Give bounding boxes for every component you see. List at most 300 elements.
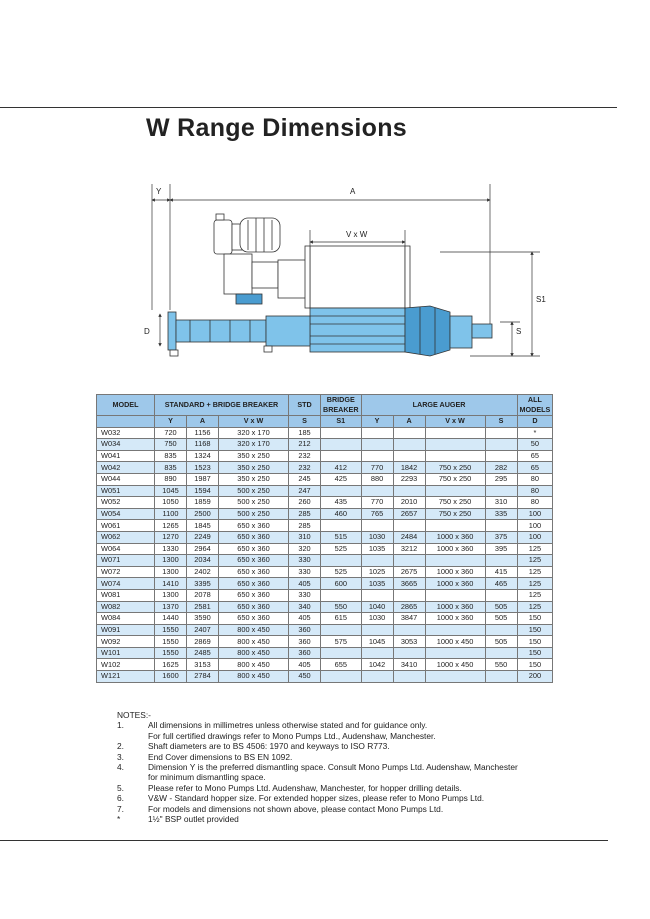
model-cell: W072: [97, 566, 155, 578]
value-cell: 247: [289, 485, 321, 497]
value-cell: 800 x 450: [219, 636, 289, 648]
value-cell: 150: [517, 659, 553, 671]
model-cell: W071: [97, 555, 155, 567]
value-cell: [393, 589, 425, 601]
value-cell: 2402: [187, 566, 219, 578]
hopper: [305, 246, 410, 352]
note-item: [117, 804, 548, 814]
table-row: [97, 601, 553, 613]
value-cell: 80: [517, 473, 553, 485]
value-cell: 800 x 450: [219, 659, 289, 671]
table-row: [97, 427, 553, 439]
value-cell: 465: [485, 578, 517, 590]
value-cell: 2500: [187, 508, 219, 520]
value-cell: [425, 485, 485, 497]
value-cell: 125: [517, 566, 553, 578]
model-cell: W091: [97, 624, 155, 636]
value-cell: 1000 x 360: [425, 531, 485, 543]
value-cell: [321, 647, 362, 659]
note-item: [117, 783, 548, 793]
table-row: [97, 578, 553, 590]
value-cell: 395: [485, 543, 517, 555]
value-cell: [361, 589, 393, 601]
value-cell: [485, 485, 517, 497]
value-cell: 550: [485, 659, 517, 671]
model-cell: W052: [97, 497, 155, 509]
model-cell: W054: [97, 508, 155, 520]
value-cell: 405: [289, 659, 321, 671]
value-cell: 2657: [393, 508, 425, 520]
value-cell: [393, 671, 425, 683]
subheader-a: A: [187, 416, 219, 428]
dimensions-table: [96, 394, 553, 683]
value-cell: 80: [517, 497, 553, 509]
table-row: [97, 624, 553, 636]
model-cell: W051: [97, 485, 155, 497]
value-cell: [361, 427, 393, 439]
value-cell: 100: [517, 520, 553, 532]
subheader-auger-a: A: [393, 416, 425, 428]
table-sub-header-row: [97, 416, 553, 428]
model-cell: W081: [97, 589, 155, 601]
value-cell: 505: [485, 636, 517, 648]
label-vxw: V x W: [346, 230, 368, 239]
value-cell: [393, 624, 425, 636]
value-cell: [393, 439, 425, 451]
label-a: A: [350, 187, 356, 196]
value-cell: 1550: [155, 636, 187, 648]
value-cell: 310: [289, 531, 321, 543]
value-cell: 1265: [155, 520, 187, 532]
value-cell: 835: [155, 450, 187, 462]
value-cell: [321, 439, 362, 451]
header-large-auger: LARGE AUGER: [361, 395, 517, 416]
model-cell: W101: [97, 647, 155, 659]
value-cell: 650 x 360: [219, 555, 289, 567]
value-cell: 2010: [393, 497, 425, 509]
value-cell: 1042: [361, 659, 393, 671]
value-cell: 150: [517, 613, 553, 625]
value-cell: 615: [321, 613, 362, 625]
note-text: Shaft diameters are to BS 4506: 1970 and keyways to ISO R773.: [148, 741, 390, 752]
value-cell: 770: [361, 497, 393, 509]
subheader-auger-vxw: V x W: [425, 416, 485, 428]
value-cell: [361, 485, 393, 497]
value-cell: 770: [361, 462, 393, 474]
value-cell: 515: [321, 531, 362, 543]
value-cell: 1025: [361, 566, 393, 578]
value-cell: [321, 485, 362, 497]
model-cell: W041: [97, 450, 155, 462]
value-cell: [393, 427, 425, 439]
value-cell: 1030: [361, 613, 393, 625]
value-cell: 65: [517, 462, 553, 474]
value-cell: [425, 589, 485, 601]
value-cell: [321, 589, 362, 601]
note-number: 1.: [117, 720, 124, 731]
subheader-y: Y: [155, 416, 187, 428]
value-cell: 1000 x 360: [425, 566, 485, 578]
value-cell: [321, 520, 362, 532]
value-cell: 2675: [393, 566, 425, 578]
note-text: for minimum dismantling space.: [148, 772, 266, 783]
value-cell: 1410: [155, 578, 187, 590]
value-cell: 1045: [155, 485, 187, 497]
value-cell: 335: [485, 508, 517, 520]
table-row: [97, 439, 553, 451]
note-item: [117, 720, 548, 730]
value-cell: 1156: [187, 427, 219, 439]
subheader-auger-s: S: [485, 416, 517, 428]
note-item: [117, 731, 548, 741]
value-cell: 765: [361, 508, 393, 520]
value-cell: 150: [517, 636, 553, 648]
value-cell: 3847: [393, 613, 425, 625]
value-cell: 1000 x 360: [425, 613, 485, 625]
value-cell: [361, 450, 393, 462]
value-cell: 1550: [155, 647, 187, 659]
value-cell: 1625: [155, 659, 187, 671]
note-text: Please refer to Mono Pumps Ltd. Audenshaw, Manchester, for hopper drilling details.: [148, 782, 462, 793]
value-cell: 350 x 250: [219, 473, 289, 485]
note-text: All dimensions in millimetres unless otherwise stated and for guidance only.: [148, 720, 428, 731]
value-cell: 1050: [155, 497, 187, 509]
value-cell: [485, 427, 517, 439]
table-row: [97, 671, 553, 683]
value-cell: 550: [321, 601, 362, 613]
value-cell: 835: [155, 462, 187, 474]
value-cell: *: [517, 427, 553, 439]
value-cell: 1300: [155, 555, 187, 567]
value-cell: 1035: [361, 543, 393, 555]
value-cell: [361, 439, 393, 451]
value-cell: 3395: [187, 578, 219, 590]
value-cell: 125: [517, 589, 553, 601]
note-number: 5.: [117, 782, 124, 793]
value-cell: 525: [321, 543, 362, 555]
table-row: [97, 497, 553, 509]
table-row: [97, 555, 553, 567]
value-cell: [425, 520, 485, 532]
value-cell: [425, 647, 485, 659]
value-cell: 500 x 250: [219, 497, 289, 509]
note-item: [117, 793, 548, 803]
value-cell: 150: [517, 647, 553, 659]
subheader-s1: S1: [321, 416, 362, 428]
value-cell: [393, 450, 425, 462]
value-cell: 260: [289, 497, 321, 509]
value-cell: 1370: [155, 601, 187, 613]
model-cell: W034: [97, 439, 155, 451]
note-number: 4.: [117, 762, 124, 773]
table-row: [97, 508, 553, 520]
value-cell: 330: [289, 566, 321, 578]
value-cell: 650 x 360: [219, 543, 289, 555]
value-cell: 650 x 360: [219, 520, 289, 532]
value-cell: 720: [155, 427, 187, 439]
header-std: STD: [289, 395, 321, 416]
value-cell: 1100: [155, 508, 187, 520]
value-cell: 500 x 250: [219, 485, 289, 497]
value-cell: 125: [517, 578, 553, 590]
model-cell: W082: [97, 601, 155, 613]
value-cell: 505: [485, 601, 517, 613]
table-row: [97, 589, 553, 601]
value-cell: 1330: [155, 543, 187, 555]
value-cell: 2407: [187, 624, 219, 636]
value-cell: [361, 555, 393, 567]
note-text: V&W - Standard hopper size. For extended hopper sizes, please refer to Mono Pumps Ltd.: [148, 793, 485, 804]
value-cell: 200: [517, 671, 553, 683]
value-cell: 350 x 250: [219, 462, 289, 474]
value-cell: [321, 427, 362, 439]
label-s: S: [516, 327, 522, 336]
note-text: Dimension Y is the preferred dismantling space. Consult Mono Pumps Ltd. Audenshaw, Manchester: [148, 762, 518, 773]
value-cell: 1842: [393, 462, 425, 474]
note-number: [117, 731, 148, 741]
value-cell: 2869: [187, 636, 219, 648]
value-cell: 360: [289, 624, 321, 636]
value-cell: [485, 589, 517, 601]
model-cell: W064: [97, 543, 155, 555]
pump-dimension-drawing: [140, 180, 550, 370]
header-bridge-breaker: BRIDGE BREAKER: [321, 395, 362, 416]
value-cell: 650 x 360: [219, 601, 289, 613]
model-cell: W042: [97, 462, 155, 474]
value-cell: [485, 647, 517, 659]
value-cell: 1300: [155, 589, 187, 601]
value-cell: 750 x 250: [425, 508, 485, 520]
table-row: [97, 473, 553, 485]
value-cell: [485, 671, 517, 683]
value-cell: [425, 555, 485, 567]
table-row: [97, 531, 553, 543]
value-cell: 65: [517, 450, 553, 462]
table-row: [97, 543, 553, 555]
value-cell: 310: [485, 497, 517, 509]
value-cell: [321, 671, 362, 683]
value-cell: 125: [517, 601, 553, 613]
value-cell: 320 x 170: [219, 439, 289, 451]
value-cell: [393, 520, 425, 532]
value-cell: 1000 x 360: [425, 543, 485, 555]
table-group-header-row: [97, 395, 553, 416]
value-cell: 1987: [187, 473, 219, 485]
subheader-s: S: [289, 416, 321, 428]
model-cell: W102: [97, 659, 155, 671]
subheader-blank: [97, 416, 155, 428]
note-text: 1½" BSP outlet provided: [148, 814, 239, 825]
subheader-d: D: [517, 416, 553, 428]
label-d: D: [144, 327, 150, 336]
table-row: [97, 659, 553, 671]
model-cell: W032: [97, 427, 155, 439]
notes-list: [117, 720, 548, 824]
value-cell: 575: [321, 636, 362, 648]
value-cell: 650 x 360: [219, 531, 289, 543]
model-cell: W092: [97, 636, 155, 648]
value-cell: [425, 450, 485, 462]
value-cell: 405: [289, 578, 321, 590]
value-cell: 750 x 250: [425, 462, 485, 474]
value-cell: 2784: [187, 671, 219, 683]
value-cell: 212: [289, 439, 321, 451]
value-cell: [485, 439, 517, 451]
note-number: 7.: [117, 803, 124, 814]
value-cell: [425, 439, 485, 451]
value-cell: 600: [321, 578, 362, 590]
value-cell: 1859: [187, 497, 219, 509]
value-cell: 1045: [361, 636, 393, 648]
value-cell: 375: [485, 531, 517, 543]
note-number: *: [117, 814, 121, 825]
note-number: 2.: [117, 741, 124, 752]
value-cell: 1440: [155, 613, 187, 625]
model-cell: W121: [97, 671, 155, 683]
value-cell: 282: [485, 462, 517, 474]
value-cell: [321, 624, 362, 636]
value-cell: 1324: [187, 450, 219, 462]
model-cell: W062: [97, 531, 155, 543]
value-cell: 1000 x 360: [425, 578, 485, 590]
value-cell: 1270: [155, 531, 187, 543]
value-cell: 405: [289, 613, 321, 625]
value-cell: 232: [289, 462, 321, 474]
value-cell: 435: [321, 497, 362, 509]
value-cell: 2865: [393, 601, 425, 613]
value-cell: 415: [485, 566, 517, 578]
value-cell: 285: [289, 520, 321, 532]
model-cell: W084: [97, 613, 155, 625]
table-body: [97, 427, 553, 682]
model-cell: W044: [97, 473, 155, 485]
value-cell: [425, 624, 485, 636]
subheader-auger-y: Y: [361, 416, 393, 428]
value-cell: 460: [321, 508, 362, 520]
notes-heading: NOTES:-: [117, 710, 151, 720]
value-cell: 1030: [361, 531, 393, 543]
note-item: [117, 752, 548, 762]
bottom-rule: [0, 840, 608, 841]
value-cell: 50: [517, 439, 553, 451]
value-cell: 125: [517, 543, 553, 555]
value-cell: 340: [289, 601, 321, 613]
table-row: [97, 613, 553, 625]
value-cell: 330: [289, 589, 321, 601]
value-cell: 500 x 250: [219, 508, 289, 520]
value-cell: 3590: [187, 613, 219, 625]
value-cell: 800 x 450: [219, 647, 289, 659]
note-item: [117, 741, 548, 751]
label-y: Y: [156, 187, 162, 196]
header-model: MODEL: [97, 395, 155, 416]
value-cell: [361, 647, 393, 659]
value-cell: 800 x 450: [219, 624, 289, 636]
value-cell: 1600: [155, 671, 187, 683]
page-title: W Range Dimensions: [146, 114, 407, 142]
value-cell: 285: [289, 508, 321, 520]
value-cell: 505: [485, 613, 517, 625]
value-cell: 1168: [187, 439, 219, 451]
value-cell: 3665: [393, 578, 425, 590]
value-cell: 80: [517, 485, 553, 497]
value-cell: 125: [517, 555, 553, 567]
value-cell: 360: [289, 647, 321, 659]
value-cell: [485, 450, 517, 462]
value-cell: 1523: [187, 462, 219, 474]
value-cell: 525: [321, 566, 362, 578]
note-number: 3.: [117, 751, 124, 762]
value-cell: 650 x 360: [219, 613, 289, 625]
label-s1: S1: [536, 295, 546, 304]
note-number: [117, 772, 148, 782]
value-cell: [425, 427, 485, 439]
subheader-vxw: V x W: [219, 416, 289, 428]
value-cell: 185: [289, 427, 321, 439]
value-cell: 425: [321, 473, 362, 485]
value-cell: 150: [517, 624, 553, 636]
notes-section: [117, 710, 548, 824]
value-cell: 1035: [361, 578, 393, 590]
value-cell: 890: [155, 473, 187, 485]
value-cell: 1594: [187, 485, 219, 497]
value-cell: 232: [289, 450, 321, 462]
table-row: [97, 566, 553, 578]
value-cell: 3053: [393, 636, 425, 648]
top-rule: [0, 107, 617, 108]
value-cell: 100: [517, 531, 553, 543]
value-cell: 650 x 360: [219, 578, 289, 590]
header-all-models: ALL MODELS: [517, 395, 553, 416]
value-cell: [485, 555, 517, 567]
table-row: [97, 636, 553, 648]
value-cell: 450: [289, 671, 321, 683]
motor-assembly: [214, 214, 310, 304]
model-cell: W061: [97, 520, 155, 532]
value-cell: 750 x 250: [425, 473, 485, 485]
value-cell: 2078: [187, 589, 219, 601]
value-cell: [485, 520, 517, 532]
value-cell: 320 x 170: [219, 427, 289, 439]
value-cell: 1000 x 450: [425, 636, 485, 648]
value-cell: 360: [289, 636, 321, 648]
value-cell: 750: [155, 439, 187, 451]
value-cell: 1040: [361, 601, 393, 613]
model-cell: W074: [97, 578, 155, 590]
value-cell: 650 x 360: [219, 589, 289, 601]
value-cell: [485, 624, 517, 636]
value-cell: [321, 555, 362, 567]
value-cell: 3410: [393, 659, 425, 671]
value-cell: 2484: [393, 531, 425, 543]
value-cell: 1845: [187, 520, 219, 532]
value-cell: [425, 671, 485, 683]
value-cell: 100: [517, 508, 553, 520]
value-cell: [393, 647, 425, 659]
table-row: [97, 462, 553, 474]
value-cell: 245: [289, 473, 321, 485]
value-cell: 1300: [155, 566, 187, 578]
value-cell: [361, 671, 393, 683]
value-cell: 295: [485, 473, 517, 485]
value-cell: 1550: [155, 624, 187, 636]
value-cell: 2581: [187, 601, 219, 613]
table-row: [97, 647, 553, 659]
note-item: [117, 772, 548, 782]
value-cell: 880: [361, 473, 393, 485]
value-cell: [393, 555, 425, 567]
table-row: [97, 520, 553, 532]
